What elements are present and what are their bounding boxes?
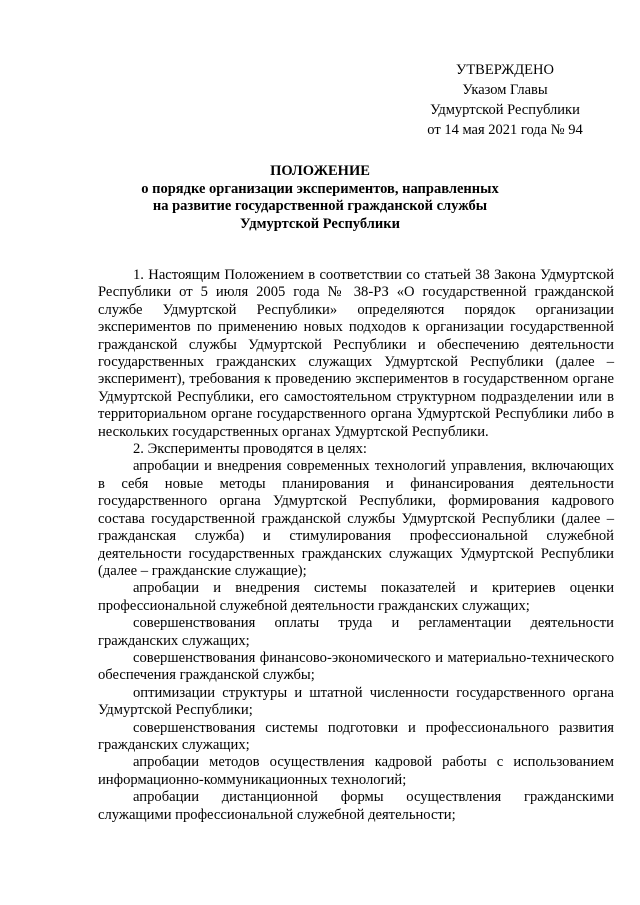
document-subtitle-line-1: о порядке организации экспериментов, направленных bbox=[141, 180, 499, 197]
document-subtitle-line-2: на развитие государственной гражданской службы bbox=[152, 198, 488, 214]
paragraph-2: 2. Эксперименты проводятся в целях: bbox=[133, 441, 367, 458]
paragraph-1: 1. Настоящим Положением в соответствии со статьей 38 Закона Удмуртской Республики от 5 июля 2005 года № 38-РЗ «О государственной гражданской службе Удмуртской Республики» определяются порядок организации экспериментов по применению новых подходов к организации государственной гражданской службы Удмуртской Республики и обеспечению деятельности государственных гражданских служащих Удмуртской Республики (далее – эксперимент), требования к проведению экспериментов в государственном органе Удмуртской Республики, его самостоятельном структурном подразделении или в территориальном органе государственного органа Удмуртской Республики либо в нескольких государственных органах Удмуртской Республики. bbox=[98, 267, 614, 440]
list-item-goal: апробации дистанционной формы осуществления гражданскими служащими профессиональной служебной деятельности; bbox=[98, 789, 614, 823]
list-item-goal: совершенствования финансово-экономического и материально-технического обеспечения гражданской службы; bbox=[98, 649, 614, 684]
approval-stamp bbox=[400, 60, 610, 140]
document-subtitle-line-3: Удмуртской Республики bbox=[240, 215, 400, 232]
list-item-goal: совершенствования оплаты труда и регламентации деятельности гражданских служащих; bbox=[98, 615, 614, 649]
approval-date: от 14 мая 2021 года № 94 bbox=[427, 122, 583, 138]
document-body bbox=[98, 267, 614, 824]
approval-title: УТВЕРЖДЕНО bbox=[456, 62, 554, 78]
list-item-goal: совершенствования системы подготовки и профессионального развития гражданских служащих; bbox=[98, 719, 614, 753]
list-item-goal: апробации методов осуществления кадровой работы с использованием информационно-коммуникационных технологий; bbox=[98, 754, 614, 788]
approval-issuer: Указом Главы bbox=[462, 82, 548, 98]
list-item-goal: апробации и внедрения системы показателей и критериев оценки профессиональной служебной деятельности гражданских служащих; bbox=[98, 580, 614, 614]
list-item-goal: апробации и внедрения современных технологий управления, включающих в себя новые методы планирования и финансирования деятельности государственного органа Удмуртской Республики, формирования кадрового состава государственной гражданской службы Удмуртской Республики (далее – гражданская служба) и стимулирования профессиональной служебной деятельности государственных гражданских служащих Удмуртской Республики (далее – гражданские служащие); bbox=[98, 458, 614, 579]
document-heading bbox=[90, 163, 550, 233]
approval-region: Удмуртской Республики bbox=[430, 102, 580, 118]
document-title: ПОЛОЖЕНИЕ bbox=[270, 163, 370, 179]
list-item-goal: оптимизации структуры и штатной численности государственного органа Удмуртской Республики; bbox=[98, 684, 614, 719]
